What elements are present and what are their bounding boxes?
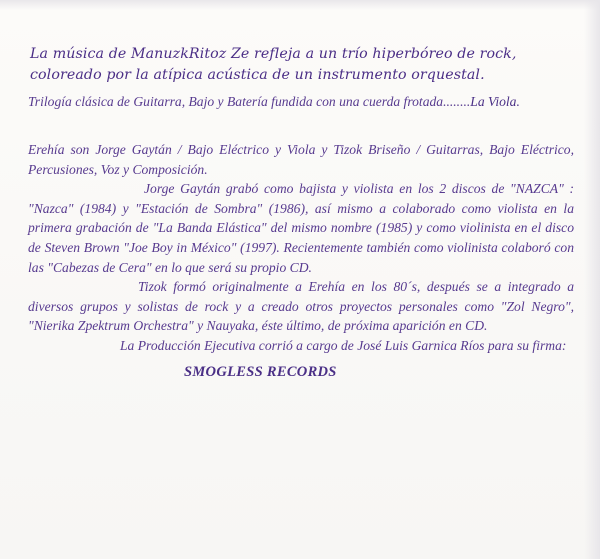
members-paragraph: Erehía son Jorge Gaytán / Bajo Eléctrico y Viola y Tizok Briseño / Guitarras, Bajo Eléctrico, Percusiones, Voz y Composición. <box>28 142 574 177</box>
scan-edge-top <box>0 0 600 10</box>
liner-notes-content <box>24 44 576 381</box>
trilogy-emphasis: La Viola. <box>470 94 520 109</box>
production-paragraph: La Producción Ejecutiva corrió a cargo de José Luis Garnica Ríos para su firma: <box>120 337 567 353</box>
jorge-bio-paragraph: Jorge Gaytán grabó como bajista y violista en los 2 discos de "NAZCA" : "Nazca" (1984) y "Estación de Sombra" (1986), así mismo a colaborado como violista en la primera grabación de "La Banda Elástica" del mismo nombre (1985) y como violinista en el disco de Steven Brown "Joe Boy in México" (1997). Recientemente también como violinista colaboró con las "Cabezas de Cera" en lo que será su propio CD. <box>28 181 574 275</box>
intro-paragraph: La música de ManuzkRitoz Ze refleja a un trío hiperbóreo de rock, coloreado por la atípica acústica de un instrumento orquestal. <box>30 46 517 83</box>
trilogy-text: Trilogía clásica de Guitarra, Bajo y Batería fundida con una cuerda frotada........ <box>28 94 471 109</box>
scan-edge-right <box>584 0 600 559</box>
tizok-bio-paragraph: Tizok formó originalmente a Erehía en los 80´s, después se a integrado a diversos grupos y solistas de rock y a creado otros proyectos personales como "Zol Negro", "Nierika Zpektrum Orchestra" y Nauyaka, éste último, de próxima aparición en CD. <box>28 279 574 334</box>
record-label-name: SMOGLESS RECORDS <box>184 363 337 380</box>
trilogy-paragraph <box>28 92 563 112</box>
